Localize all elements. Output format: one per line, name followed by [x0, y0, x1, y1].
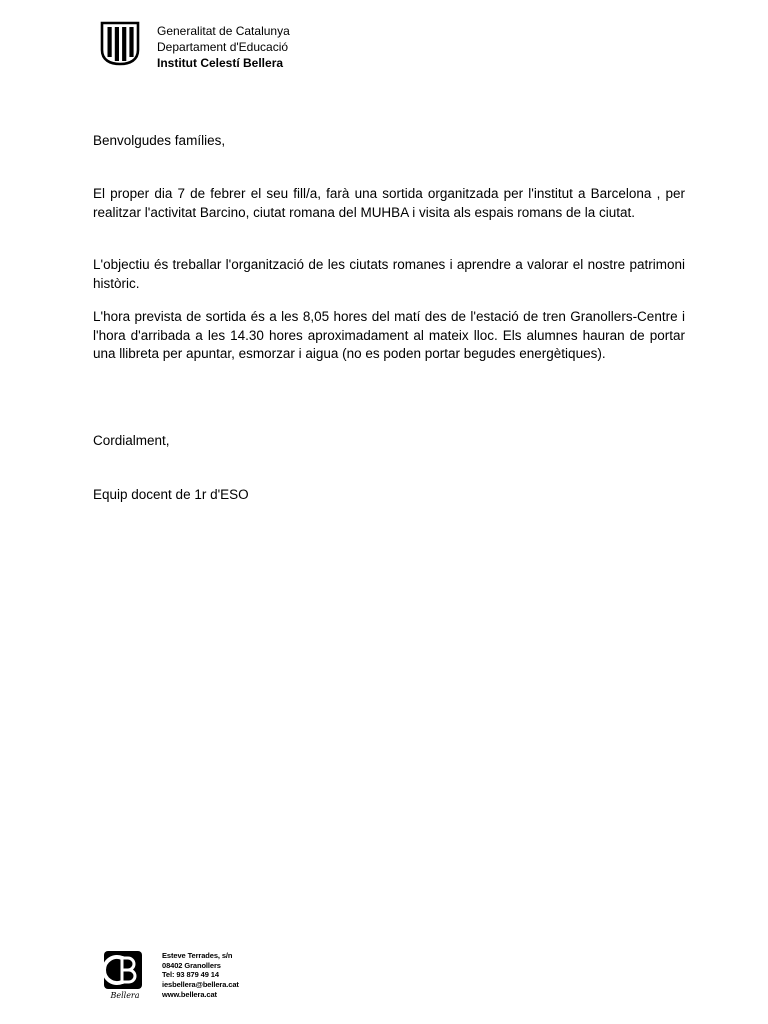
footer-address: Esteve Terrades, s/n [162, 951, 233, 960]
letter-greeting: Benvolgudes famílies, [93, 133, 226, 148]
footer-email: iesbellera@bellera.cat [162, 980, 239, 990]
letter-paragraph-1: El proper dia 7 de febrer el seu fill/a, farà una sortida organitzada per l'institut a Barcelona , per realitzar l'activitat Barcino, ciutat romana del MUHBA i visita als espais romans de la ciutat. [93, 186, 685, 220]
header-line-institute: Institut Celestí Bellera [157, 56, 284, 70]
header-institution [157, 23, 290, 71]
letter-closing: Cordialment, [93, 433, 170, 448]
letter-paragraph-3: L'hora prevista de sortida és a les 8,05 hores del matí des de l'estació de tren Granollers-Centre i l'hora d'arribada a les 14.30 hores aproximadament al mateix lloc. Els alumnes hauran de portar una llibreta per apuntar, esmorzar i aigua (no es poden portar begudes energètiques). [93, 309, 685, 361]
footer-web: www.bellera.cat [162, 989, 217, 999]
generalitat-logo [98, 20, 142, 66]
generalitat-shield-icon [98, 20, 142, 66]
svg-text:Bellera: Bellera [110, 991, 140, 1000]
footer-phone: Tel: 93 879 49 14 [162, 970, 219, 980]
footer-city: 08402 Granollers [162, 960, 221, 970]
bellera-logo [103, 950, 147, 1000]
letter-paragraph-2: L'objectiu és treballar l'organització de les ciutats romanes i aprendre a valorar el nostre patrimoni històric. [93, 257, 685, 291]
footer-contact [162, 951, 239, 1000]
header-line-generalitat: Generalitat de Catalunya [157, 24, 290, 38]
letter-signature: Equip docent de 1r d'ESO [93, 487, 249, 502]
header-line-department: Departament d'Educació [157, 40, 289, 54]
bellera-cb-icon [103, 950, 147, 1000]
